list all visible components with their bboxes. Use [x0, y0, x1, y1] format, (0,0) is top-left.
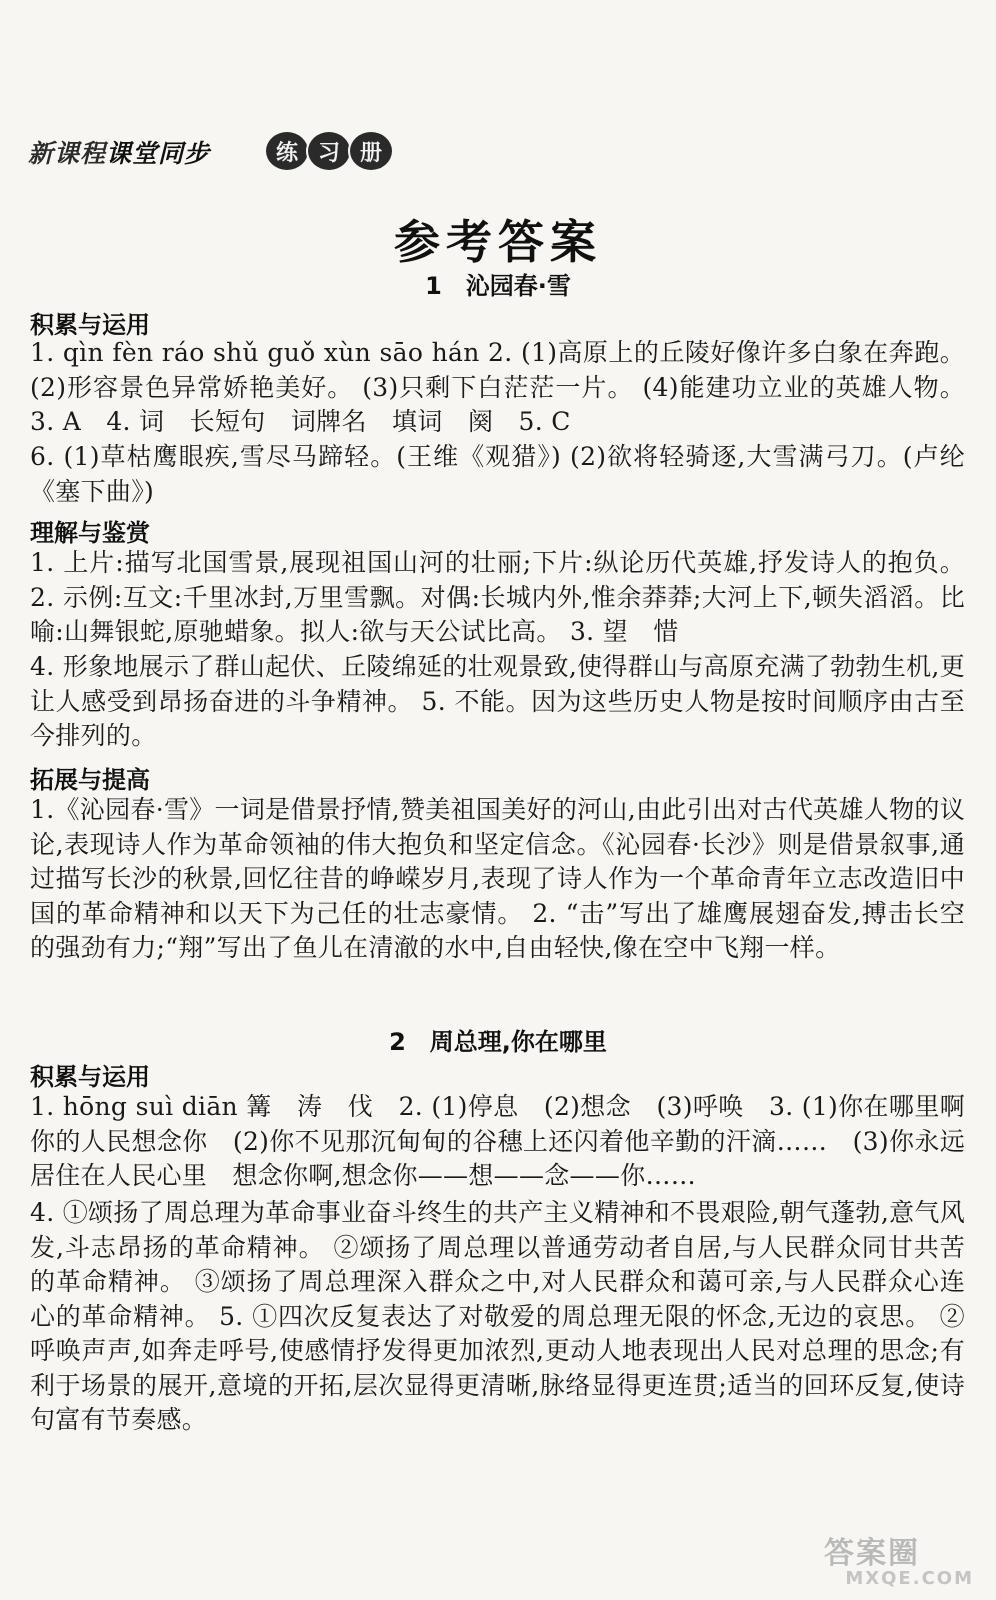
answer-paragraph: 4. ①颂扬了周总理为革命事业奋斗终生的共产主义精神和不畏艰险,朝气蓬勃,意气风发,斗志昂扬的革命精神。 ②颂扬了周总理以普通劳动者自居,与人民群众同甘共苦的革命精神。 ③颂扬了周总理深入群众之中,对人民群众和蔼可亲,与人民群众心连心的革命精神。 5. ①四次反复表达了对敬爱的周总理无限的怀念,无边的哀思。 ②呼唤声声,如奔走呼号,使感情抒发得更加浓烈,更动人地表现出人民对总理的思念;有利于场景的展开,意境的开拓,层次显得更清晰,脉络显得更连贯;适当的回环反复,使诗句富有节奏感。 — [30, 1198, 965, 1434]
answer-paragraph: 1. 上片:描写北国雪景,展现祖国山河的壮丽;下片:纵论历代英雄,抒发诗人的抱负。 2. 示例:互文:千里冰封,万里雪飘。对偶:长城内外,惟余莽莽;大河上下,顿失滔滔。比喻:山舞银蛇,原驰蜡象。拟人:欲与天公试比高。 3. 望 惜 — [30, 548, 965, 646]
badge-char: 练 — [264, 130, 310, 172]
series-prefix: 新课程 — [28, 139, 107, 168]
badge-char: 习 — [306, 130, 352, 172]
watermark — [824, 1528, 974, 1589]
section-heading: 拓展与提高 — [30, 766, 150, 794]
workbook-badge — [264, 130, 390, 172]
answer-paragraph: 6. (1)草枯鹰眼疾,雪尽马蹄轻。(王维《观猎》) (2)欲将轻骑逐,大雪满弓刀。(卢纶《塞下曲》) — [30, 442, 965, 506]
answer-paragraph: 1.《沁园春·雪》一词是借景抒情,赞美祖国美好的河山,由此引出对古代英雄人物的议论,表现诗人作为革命领袖的伟大抱负和坚定信念。《沁园春·长沙》则是借景叙事,通过描写长沙的秋景,回忆往昔的峥嵘岁月,表现了诗人作为一个革命青年立志改造旧中国的革命精神和以天下为己任的壮志豪情。 2. “击”写出了雄鹰展翅奋发,搏击长空的强劲有力;“翔”写出了鱼儿在清澈的水中,自由轻快,像在空中飞翔一样。 — [30, 795, 965, 962]
badge-char: 册 — [348, 130, 394, 172]
answer-paragraph: 1. qìn fèn ráo shǔ guǒ xùn sāo hán 2. (1)高原上的丘陵好像许多白象在奔跑。 (2)形容景色异常娇艳美好。 (3)只剩下白茫茫一片。 (4)能建功立业的英雄人物。 3. A 4. 词 长短句 词牌名 填词 阕 5. C — [30, 338, 965, 436]
answer-paragraph: 1. hōng suì diān 篝 涛 伐 2. (1)停息 (2)想念 (3)呼唤 3. (1)你在哪里啊 你的人民想念你 (2)你不见那沉甸甸的谷穗上还闪着他辛勤的汗滴…… (3)你永远居住在人民心里 想念你啊,想念你——想——念——你…… — [30, 1092, 991, 1190]
answer-paragraph: 4. 形象地展示了群山起伏、丘陵绵延的壮观景致,使得群山与高原充满了勃勃生机,更让人感受到昂扬奋进的斗争精神。 5. 不能。因为这些历史人物是按时间顺序由古至今排列的。 — [30, 652, 965, 750]
series-header — [28, 128, 388, 172]
section-heading: 积累与运用 — [30, 1063, 150, 1091]
section-heading: 理解与鉴赏 — [30, 519, 150, 547]
section-heading: 积累与运用 — [30, 311, 150, 339]
watermark-logo: 答案圈 — [824, 1536, 920, 1571]
series-highlight: 课堂同步 — [106, 139, 211, 168]
watermark-url: MXQE.COM — [845, 1568, 974, 1589]
lesson-title: 2 周总理,你在哪里 — [389, 1028, 607, 1056]
lesson-title: 1 沁园春·雪 — [425, 272, 571, 300]
page-title: 参考答案 — [394, 215, 602, 269]
series-name — [28, 134, 210, 170]
